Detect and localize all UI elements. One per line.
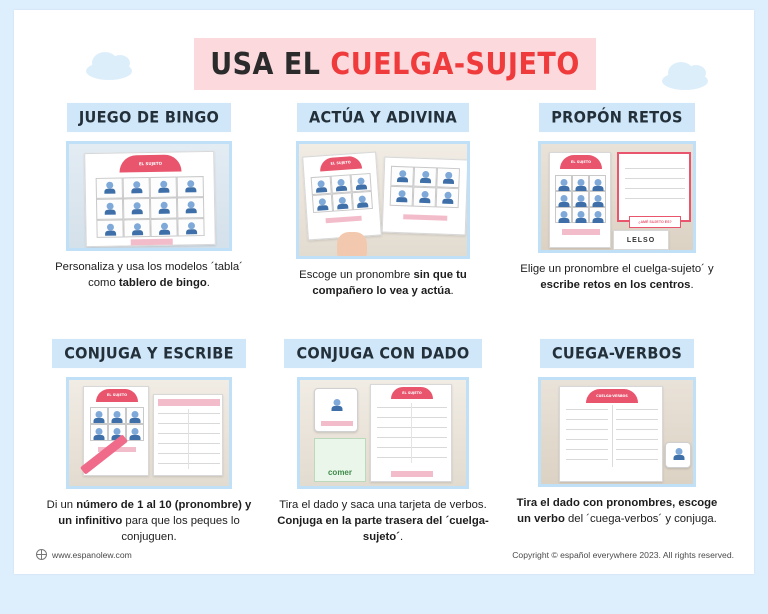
person-avatar-icon — [337, 179, 344, 186]
pronoun-cell — [352, 191, 373, 210]
person-avatar-icon — [133, 223, 140, 230]
card-caption: Tira el dado y saca una tarjeta de verbos. Conjuga en la parte trasera del ´cuelga-sujeto´. — [277, 499, 489, 544]
person-avatar-icon — [398, 190, 405, 197]
printable-sheet — [549, 152, 611, 248]
pronoun-cell — [331, 174, 352, 193]
card-heading: JUEGO DE BINGO — [67, 103, 231, 132]
pronoun-cell — [589, 175, 606, 191]
arch-title: EL SUJETO — [570, 160, 592, 164]
card-heading: CONJUGA CON DADO — [284, 339, 481, 368]
pronoun-cell — [90, 407, 108, 424]
person-avatar-icon — [106, 203, 113, 210]
printable-sheet — [559, 386, 663, 482]
arch-title: EL SUJETO — [106, 393, 128, 397]
person-avatar-icon — [560, 211, 567, 218]
activity-card-dado — [266, 340, 500, 576]
pronoun-cell — [436, 167, 460, 188]
footer-copyright: Copyright © español everywhere 2023. All rights reserved. — [512, 550, 734, 560]
pink-footer-bar — [326, 216, 362, 223]
person-avatar-icon — [676, 448, 683, 455]
person-avatar-icon — [187, 201, 194, 208]
challenge-note-text: ¿AMÉ SUJETO ES? — [638, 220, 672, 224]
cloud-decoration-left — [86, 62, 132, 80]
pronoun-cell — [126, 407, 144, 424]
worksheet — [153, 394, 223, 476]
person-avatar-icon — [560, 179, 567, 186]
pronoun-cell — [351, 173, 372, 192]
pronoun-cell — [332, 192, 353, 211]
person-avatar-icon — [422, 171, 429, 178]
pronoun-cell — [177, 176, 204, 197]
pronoun-cell — [108, 407, 126, 424]
printable-sheet-left — [302, 152, 382, 241]
pronoun-cell — [572, 191, 589, 207]
pronoun-cell — [572, 175, 589, 191]
pronoun-cell — [96, 198, 123, 219]
activity-card-grid — [32, 104, 736, 576]
card-heading: CUEGA-VERBOS — [540, 339, 694, 368]
person-avatar-icon — [594, 211, 601, 218]
person-avatar-icon — [421, 191, 428, 198]
pronoun-grid-row — [96, 176, 204, 199]
pronoun-grid-row — [90, 407, 144, 424]
worksheet — [370, 384, 452, 482]
card-caption: Personaliza y usa los modelos ´tabla´ como tablero de bingo. — [55, 261, 243, 290]
word-card — [613, 230, 669, 250]
person-avatar-icon — [359, 195, 366, 202]
activity-card-actua — [266, 104, 500, 340]
page-title-accent: CUELGA-SUJETO — [330, 46, 580, 82]
arch-header — [586, 389, 638, 403]
card-photo-conjuga-escribe — [66, 377, 232, 489]
pronoun-cell — [150, 219, 177, 237]
person-avatar-icon — [577, 195, 584, 202]
person-avatar-icon — [96, 411, 103, 418]
printable-sheet-right — [382, 157, 469, 236]
card-photo-actua — [296, 141, 470, 259]
pronoun-cell — [312, 194, 333, 213]
pronoun-cell — [96, 177, 123, 198]
activity-card-cuega-verbos — [500, 340, 734, 576]
pronoun-cell — [572, 207, 589, 223]
challenge-card — [617, 152, 691, 222]
pink-footer-bar — [391, 471, 433, 477]
verb-card — [314, 438, 366, 482]
pronoun-cell — [150, 177, 177, 198]
printable-sheet — [84, 151, 216, 247]
person-avatar-icon — [339, 197, 346, 204]
pronoun-cell — [123, 177, 150, 198]
challenge-note — [629, 216, 681, 228]
pronoun-cell — [126, 424, 144, 441]
person-avatar-icon — [160, 202, 167, 209]
pronoun-cell — [589, 191, 606, 207]
pronoun-grid-row — [312, 191, 373, 213]
person-avatar-icon — [577, 179, 584, 186]
person-avatar-icon — [96, 428, 103, 435]
person-avatar-icon — [444, 192, 451, 199]
activity-card-retos — [500, 104, 734, 340]
arch-header — [96, 389, 138, 402]
arch-title: EL SUJETO — [138, 160, 163, 167]
page-title — [210, 47, 580, 82]
activity-card-conjuga-escribe — [32, 340, 266, 576]
footer-site[interactable] — [36, 549, 132, 560]
person-avatar-icon — [577, 211, 584, 218]
person-avatar-icon — [594, 179, 601, 186]
person-avatar-icon — [357, 177, 364, 184]
person-avatar-icon — [317, 180, 324, 187]
person-avatar-icon — [399, 170, 406, 177]
worksheet-header — [158, 399, 220, 406]
pronoun-cell — [311, 176, 332, 195]
arch-header — [119, 154, 181, 172]
poster-title-banner — [194, 38, 596, 90]
pronoun-grid-row — [390, 186, 460, 208]
person-avatar-icon — [132, 411, 139, 418]
pronoun-cell — [390, 166, 414, 187]
pronoun-cell — [413, 167, 437, 188]
page-title-part1: USA EL — [210, 46, 331, 82]
card-heading: ACTÚA Y ADIVINA — [297, 103, 469, 132]
card-caption: Di un número de 1 al 10 (pronombre) y un infinitivo para que los peques lo conjuguen. — [46, 499, 252, 544]
pronoun-grid-row — [555, 207, 606, 223]
pronoun-grid-row — [96, 218, 204, 238]
pronoun-cell — [555, 207, 572, 223]
arch-title: EL SUJETO — [330, 160, 351, 166]
die-label-bar — [321, 421, 353, 426]
person-avatar-icon — [160, 181, 167, 188]
pink-footer-bar — [562, 229, 600, 235]
person-avatar-icon — [114, 428, 121, 435]
arch-title: CUELGA-VERBOS — [596, 394, 628, 398]
pronoun-cell — [123, 219, 150, 237]
person-avatar-icon — [334, 399, 341, 406]
pronoun-cell — [177, 218, 204, 236]
card-photo-bingo — [66, 141, 232, 251]
pronoun-die — [665, 442, 691, 468]
pronoun-cell — [177, 197, 204, 218]
pronoun-die — [314, 388, 358, 432]
card-photo-retos — [538, 141, 696, 253]
pronoun-cell — [589, 207, 606, 223]
pronoun-cell — [436, 187, 460, 208]
card-caption: Escoge un pronombre sin que tu compañero lo vea y actúa. — [299, 269, 467, 298]
person-avatar-icon — [187, 222, 194, 229]
pronoun-grid-row — [390, 166, 460, 188]
pink-footer-bar — [403, 214, 447, 221]
card-heading: CONJUGA Y ESCRIBE — [52, 339, 246, 368]
person-avatar-icon — [114, 411, 121, 418]
person-avatar-icon — [160, 223, 167, 230]
pronoun-cell — [150, 198, 177, 219]
person-avatar-icon — [133, 181, 140, 188]
pronoun-cell — [555, 191, 572, 207]
card-heading: PROPÓN RETOS — [539, 103, 695, 132]
person-avatar-icon — [132, 428, 139, 435]
arch-header — [391, 387, 433, 399]
person-avatar-icon — [106, 182, 113, 189]
pink-footer-bar — [131, 239, 173, 246]
pronoun-cell — [413, 187, 437, 208]
arch-title: EL SUJETO — [402, 391, 422, 395]
globe-icon — [36, 549, 47, 560]
pronoun-grid-row — [555, 175, 606, 191]
pronoun-cell — [90, 424, 108, 441]
pronoun-cell — [555, 175, 572, 191]
cloud-decoration-right — [662, 72, 708, 90]
person-avatar-icon — [106, 224, 113, 231]
pronoun-cell — [123, 198, 150, 219]
person-avatar-icon — [560, 195, 567, 202]
person-avatar-icon — [445, 172, 452, 179]
pronoun-cell — [96, 219, 123, 237]
word-card-text: LELSO — [626, 236, 656, 244]
card-caption: Tira el dado con pronombres, escoge un verbo del ´cuega-verbos´ y conjuga. — [516, 497, 718, 526]
person-avatar-icon — [594, 195, 601, 202]
activity-card-bingo — [32, 104, 266, 340]
pronoun-cell — [390, 186, 414, 207]
person-avatar-icon — [133, 202, 140, 209]
card-photo-cuega-verbos — [538, 377, 696, 487]
footer-site-label: www.espanolew.com — [52, 549, 132, 560]
hand — [337, 232, 367, 259]
card-caption: Elige un pronombre el cuelga-sujeto´ y escribe retos en los centros. — [520, 263, 714, 292]
arch-header — [560, 155, 602, 169]
card-photo-dado — [297, 377, 469, 489]
pronoun-grid-row — [96, 197, 204, 220]
person-avatar-icon — [187, 180, 194, 187]
verb-card-text: comer — [327, 468, 352, 477]
pronoun-grid-row — [555, 191, 606, 207]
arch-header — [319, 156, 362, 172]
poster-page — [14, 10, 754, 574]
person-avatar-icon — [319, 198, 326, 205]
